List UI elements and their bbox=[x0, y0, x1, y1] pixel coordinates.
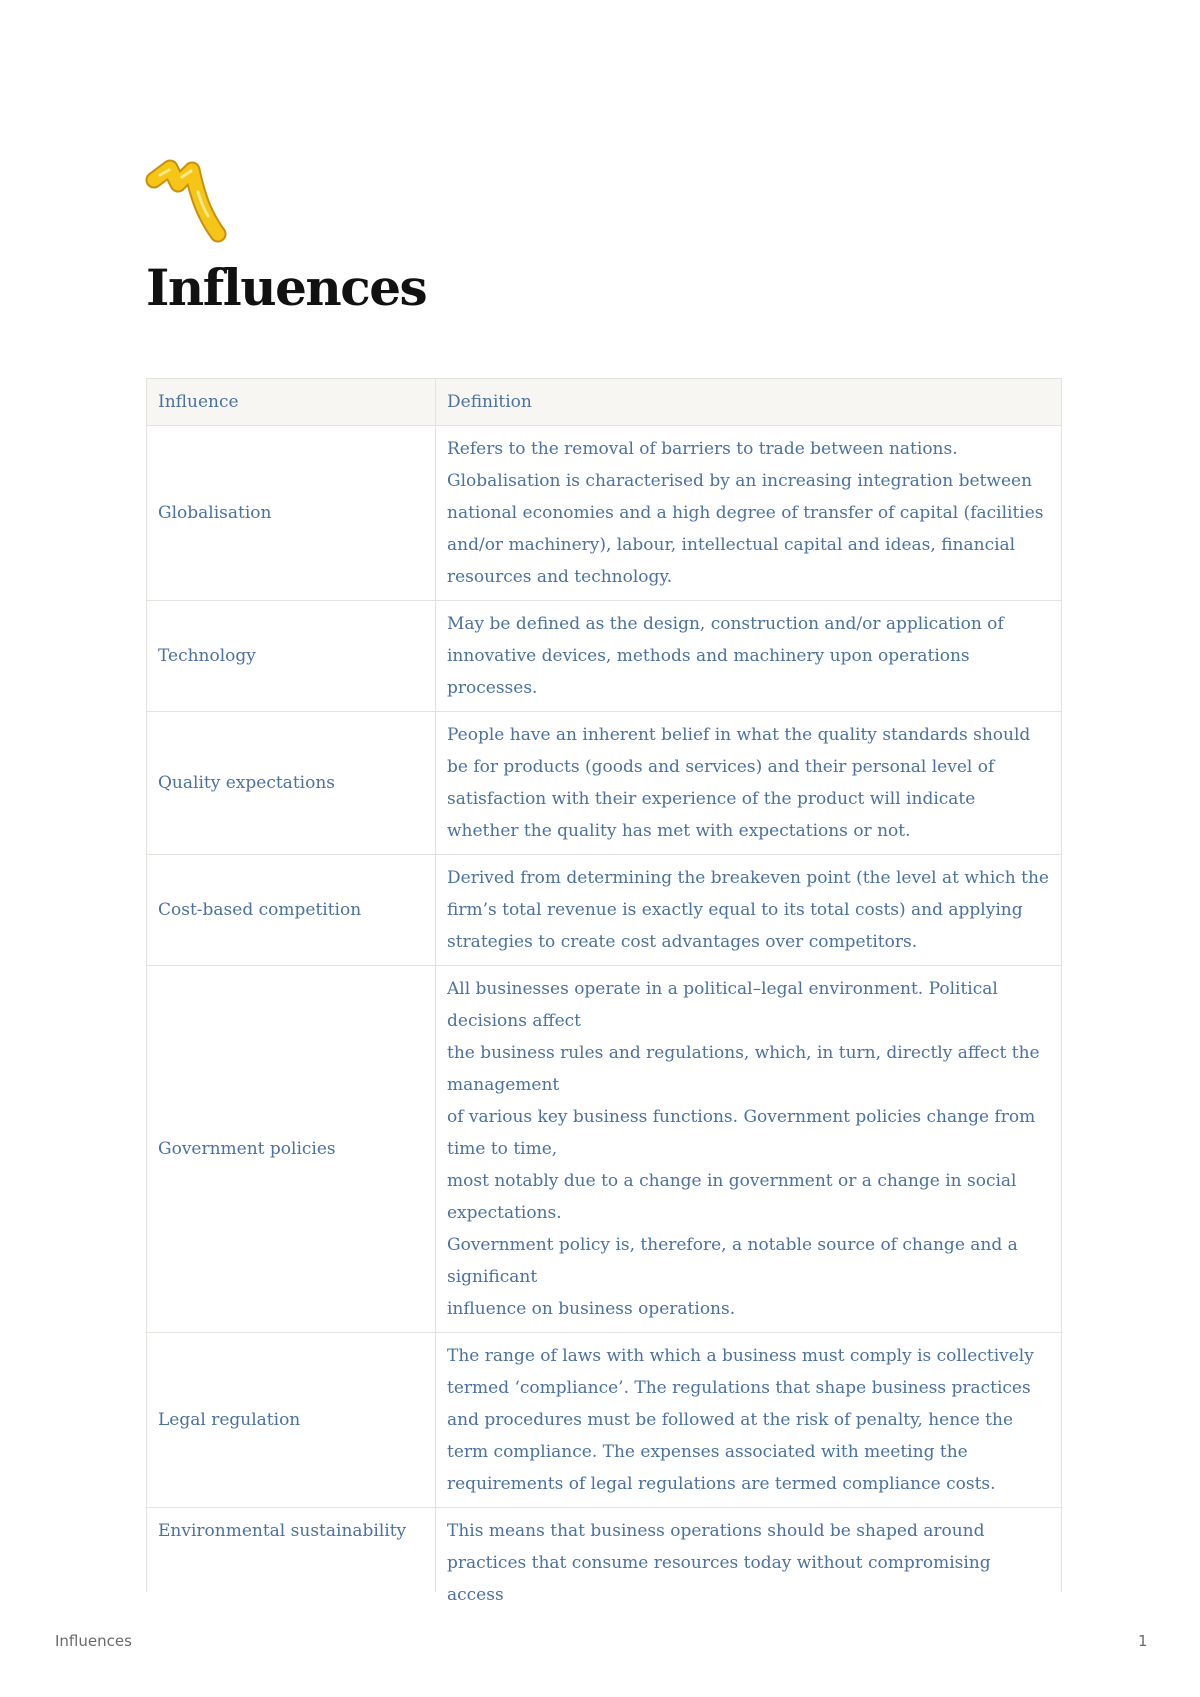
table-row bbox=[147, 855, 1062, 966]
table-row bbox=[147, 601, 1062, 712]
table-row bbox=[147, 1508, 1062, 1593]
influence-cell: Cost-based competition bbox=[147, 855, 436, 966]
influence-cell bbox=[147, 1508, 436, 1593]
definition-cell bbox=[436, 966, 1062, 1333]
column-header-definition: Definition bbox=[436, 379, 1062, 426]
table-row bbox=[147, 1333, 1062, 1508]
definition-line: most notably due to a change in government or a change in social expectations. bbox=[447, 1171, 1017, 1223]
definition-line: All businesses operate in a political–legal environment. Political decisions affect bbox=[447, 979, 998, 1031]
influence-cell: Technology bbox=[147, 601, 436, 712]
definition-line: Government policy is, therefore, a notable source of change and a significant bbox=[447, 1235, 1018, 1287]
definition-text: This means that business operations should be shaped around practices that consume resources today without compromising access bbox=[447, 1521, 991, 1605]
influence-cell: Quality expectations bbox=[147, 712, 436, 855]
definition-cell bbox=[436, 1508, 1062, 1605]
influence-text: Environmental sustainability bbox=[158, 1521, 407, 1541]
footer-doc-title: Influences bbox=[55, 1632, 132, 1650]
footer-page-number: 1 bbox=[1138, 1632, 1148, 1650]
table-row bbox=[147, 712, 1062, 855]
influence-cell: Legal regulation bbox=[147, 1333, 436, 1508]
page-title: Influences bbox=[146, 258, 427, 317]
influences-table bbox=[146, 378, 1062, 1605]
definition-line: influence on business operations. bbox=[447, 1299, 736, 1319]
table-row bbox=[147, 966, 1062, 1333]
definition-line: the business rules and regulations, which, in turn, directly affect the management bbox=[447, 1043, 1040, 1095]
definition-line: of various key business functions. Government policies change from time to time, bbox=[447, 1107, 1036, 1159]
definition-cell: May be defined as the design, construction and/or application of innovative devices, methods and machinery upon operations processes. bbox=[436, 601, 1062, 712]
definition-cell: People have an inherent belief in what the quality standards should be for products (goods and services) and their personal level of satisfaction with their experience of the product will indicate whether the quality has met with expectations or not. bbox=[436, 712, 1062, 855]
column-header-influence: Influence bbox=[147, 379, 436, 426]
influence-cell: Globalisation bbox=[147, 426, 436, 601]
table-row bbox=[147, 426, 1062, 601]
yellow-squiggle-icon bbox=[146, 158, 236, 244]
definition-cell: Derived from determining the breakeven point (the level at which the firm’s total revenue is exactly equal to its total costs) and applying strategies to create cost advantages over competitors. bbox=[436, 855, 1062, 966]
definition-cell: Refers to the removal of barriers to trade between nations. Globalisation is characterised by an increasing integration between national economies and a high degree of transfer of capital (facilities and/or machinery), labour, intellectual capital and ideas, financial resources and technology. bbox=[436, 426, 1062, 601]
table-header-row bbox=[147, 379, 1062, 426]
definition-cell: The range of laws with which a business must comply is collectively termed ‘compliance’. The regulations that shape business practices and procedures must be followed at the risk of penalty, hence the term compliance. The expenses associated with meeting the requirements of legal regulations are termed compliance costs. bbox=[436, 1333, 1062, 1508]
influence-cell: Government policies bbox=[147, 966, 436, 1333]
